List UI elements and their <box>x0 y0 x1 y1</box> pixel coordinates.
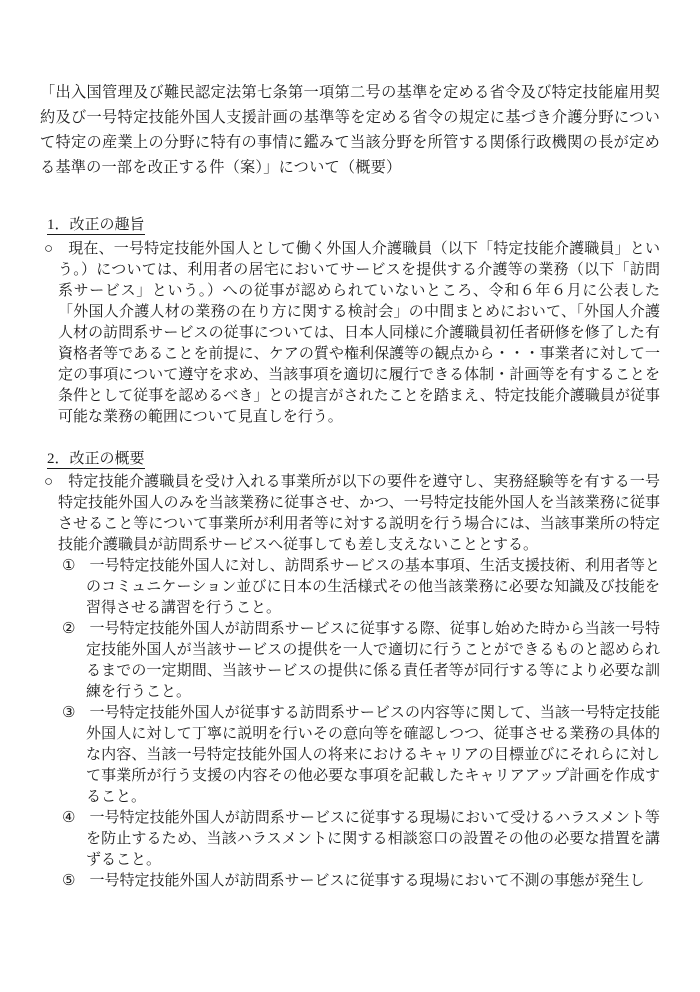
list-item-2-text: 一号特定技能外国人が訪問系サービスに従事する際、従事し始めた時から当該一号特定技能外国人が当該サービスの提供を一人で適切に行うことができるものと認められるまでの一定期間、当該サービスの提供に係る責任者等が同行する等により必要な訓練を行うこと。 <box>86 621 660 700</box>
section-1-heading-text: 1．改正の趣旨 <box>47 217 145 233</box>
list-item-4-text: 一号特定技能外国人が訪問系サービスに従事する現場において受けるハラスメント等を防止するため、当該ハラスメントに関する相談窓口の設置その他の必要な措置を講ずること。 <box>86 810 660 868</box>
section-1-heading <box>47 214 660 236</box>
circled-number-1-marker: ① <box>62 558 76 574</box>
list-item-5 <box>40 871 660 892</box>
circle-bullet-marker: ○ <box>44 241 54 257</box>
section-1-paragraph-text: 現在、一号特定技能外国人として働く外国人介護職員（以下「特定技能介護職員」という。）については、利用者の居宅においてサービスを提供する介護等の業務（以下「訪問系サービス」という。）への従事が認められていないところ、令和６年６月に公表した「外国人介護人材の業務の在り方に関する検討会」の中間まとめにおいて、「外国人介護人材の訪問系サービスの従事については、日本人同様に介護職員初任者研修を修了した有資格者等であることを前提に、ケアの質や権利保護等の観点から・・・事業者に対して一定の事項について遵守を求め、当該事項を適切に履行できる体制・計画等を有することを条件として従事を認めるべき」との提言がされたことを踏まえ、特定技能介護職員が従事可能な業務の範囲について見直しを行う。 <box>58 241 660 425</box>
circled-number-2-marker: ② <box>62 621 76 637</box>
list-item-1-text: 一号特定技能外国人に対し、訪問系サービスの基本事項、生活支援技術、利用者等とのコミュニケーション並びに日本の生活様式その他当該業務に必要な知識及び技能を習得させる講習を行うこと。 <box>86 558 660 616</box>
circled-number-3-marker: ③ <box>62 705 76 721</box>
list-item-3-text: 一号特定技能外国人が従事する訪問系サービスの内容等に関して、当該一号特定技能外国人に対して丁寧に説明を行いその意向等を確認しつつ、従事させる業務の具体的な内容、当該一号特定技能外国人の将来におけるキャリアの目標並びにそれらに対して事業所が行う支援の内容その他必要な事項を記載したキャリアアップ計画を作成すること。 <box>86 705 660 805</box>
list-item-3 <box>40 703 660 808</box>
section-1-paragraph <box>40 239 660 428</box>
section-2-paragraph-text: 特定技能介護職員を受け入れる事業所が以下の要件を遵守し、実務経験等を有する一号特定技能外国人のみを当該業務に従事させ、かつ、一号特定技能外国人を当該業務に従事させること等について事業所が利用者等に対する説明を行う場合には、当該事業所の特定技能介護職員が訪問系サービスへ従事しても差し支えないこととする。 <box>58 474 660 553</box>
circled-number-4-marker: ④ <box>62 810 76 826</box>
circled-number-5-marker: ⑤ <box>62 873 76 889</box>
section-2-paragraph <box>40 472 660 556</box>
list-item-1 <box>40 556 660 619</box>
list-item-5-text: 一号特定技能外国人が訪問系サービスに従事する現場において不測の事態が発生し <box>89 873 645 889</box>
list-item-4 <box>40 808 660 871</box>
circle-bullet-marker: ○ <box>44 474 54 490</box>
section-2-heading <box>47 448 660 470</box>
list-item-2 <box>40 619 660 703</box>
document-title: 「出入国管理及び難民認定法第七条第一項第二号の基準を定める省令及び特定技能雇用契約及び一号特定技能外国人支援計画の基準等を定める省令の規定に基づき介護分野について特定の産業上の分野に特有の事情に鑑みて当該分野を所管する関係行政機関の長が定める基準の一部を改正する件（案）」について（概要） <box>40 84 660 176</box>
section-2-heading-text: 2．改正の概要 <box>47 451 145 467</box>
